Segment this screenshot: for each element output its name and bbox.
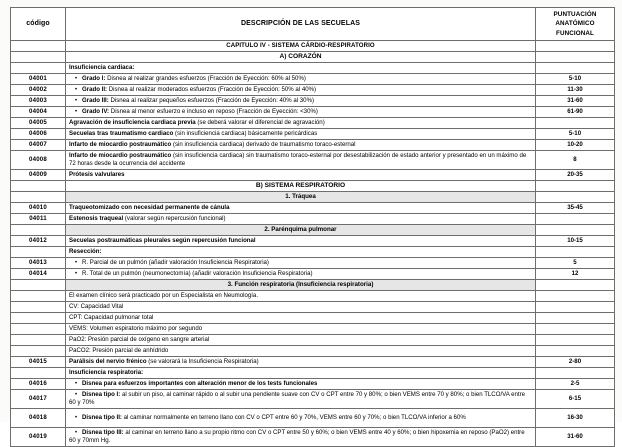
row-score: 31-60 [536,428,615,447]
table-row [11,74,615,85]
row-description-text [69,141,356,148]
table-row [11,302,615,313]
row-description-rest: (se deberá valorar el diferencial de agravación) [195,119,325,127]
table-row [11,390,615,409]
row-description [66,170,536,181]
row-description-emphasis: Secuelas postraumáticas pleurales según repercusión funcional [69,237,256,245]
row-description-rest: Disnea al realizar moderados esfuerzos (Fracción de Eyección: 50% al 40%) [107,85,317,93]
row-description-text [69,86,316,93]
row-score [536,214,615,225]
row-score: 20-35 [536,170,615,181]
table-body [11,8,615,447]
row-description [66,85,536,96]
table-row [11,107,615,118]
row-description-text [69,429,525,445]
row-score: 5-10 [536,129,615,140]
table-row [11,236,615,247]
subsection-banner-row [11,192,615,203]
row-description-text [69,119,325,126]
row-description [66,96,536,107]
table-row [11,313,615,324]
row-description-text [69,325,202,332]
row-code: 04009 [11,170,66,181]
row-code: 04006 [11,129,66,140]
table-row [11,357,615,368]
row-description-rest: (se valorará la Insuficiencia Respiratoria) [146,358,259,366]
row-description-emphasis: Grado I: [82,74,106,82]
table-row [11,335,615,346]
row-code: 04016 [11,379,66,390]
row-code [11,247,66,258]
row-description-text [69,347,168,354]
row-description-emphasis: Parálisis del nervio frénico [69,358,147,366]
row-score: 16-30 [536,409,615,428]
row-description [66,291,536,302]
row-score [536,335,615,346]
row-description-emphasis: Disnea tipo I: [82,390,121,398]
row-description [66,258,536,269]
row-description-text [69,414,466,421]
row-description-emphasis: Traqueotomizado con necesidad permanente de cánula [69,204,230,212]
header-code: código [11,8,66,41]
row-score: 2-80 [536,357,615,368]
row-score: 35-45 [536,203,615,214]
row-description [66,324,536,335]
row-description-text [69,75,306,82]
table-row [11,214,615,225]
row-description-emphasis: Agravación de insuficiencia cardiaca previa [69,119,196,127]
row-score: 2-5 [536,379,615,390]
row-description [66,214,536,225]
table-row [11,247,615,258]
row-score [536,63,615,74]
row-description [66,151,536,170]
row-score [536,181,615,192]
row-code [11,291,66,302]
row-description [66,313,536,324]
table-row [11,85,615,96]
row-code: 04008 [11,151,66,170]
row-description [66,181,536,192]
row-description-rest: El examen clínico será practicado por un Especialista en Neumología. [69,292,259,300]
row-description [66,346,536,357]
row-description-text [69,303,123,310]
row-description-emphasis: Grado IV: [82,107,110,115]
row-description-rest: al subir un piso, al caminar rápido o al subir una pendiente suave con CV o CPT entre 70 y 80%; o bien VEMS entre 70 y 80%; o bien TLCO/VA entre 60 y 70% [69,390,526,407]
row-score: 11-30 [536,85,615,96]
row-description-rest: al caminar en terreno llano a su propio ritmo con CV o CPT entre 50 y 60%; o bien VEMS entre 40 y 60%; o bien hipoxemia en reposo (PaO2) entre 60 y 70mm Hg. [69,428,525,445]
row-description [66,357,536,368]
row-description-text: 2. Parénquima pulmonar [264,226,337,234]
table-row [11,346,615,357]
table-row [11,140,615,151]
row-code: 04014 [11,269,66,280]
row-description-text [69,97,314,104]
row-description [66,203,536,214]
row-description-rest: VEMS: Volumen espiratorio máximo por segundo [69,325,203,333]
row-description [66,129,536,140]
table-row [11,409,615,428]
row-score: 10-20 [536,140,615,151]
row-description-emphasis: Infarto de miocardio postraumático [69,141,172,149]
table-row [11,428,615,447]
row-code: 04001 [11,74,66,85]
table-header-row [11,8,615,41]
chapter-banner-score-cell [536,41,615,52]
row-description-text [69,237,256,244]
row-score [536,368,615,379]
row-description-text: B) SISTEMA RESPIRATORIO [255,181,346,189]
row-score [536,291,615,302]
row-description-rest: CPT: Capacidad pulmonar total [69,314,154,322]
row-description [66,280,536,291]
row-description [66,390,536,409]
row-description-emphasis: Secuelas tras traumatismo cardiaco [69,130,174,138]
secuelas-table [10,7,615,447]
table-row [11,96,615,107]
row-code [11,181,66,192]
row-code [11,192,66,203]
row-code: 04010 [11,203,66,214]
table-row [11,203,615,214]
row-description-rest: (sin insuficiencia cardiaca) derivado de traumatismo toraco-esternal [171,141,356,149]
row-description [66,118,536,129]
subsection-banner-row [11,225,615,236]
row-description-text [69,204,230,211]
row-description-rest: Disnea al realizar grandes esfuerzos (Fracción de Eyección: 60% al 50%) [105,74,306,82]
row-description-rest: (sin insuficiencia cardiaca) básicamente pericárdicas [173,130,318,138]
row-description-emphasis: Disnea tipo III: [82,428,124,436]
subsection-banner-row [11,280,615,291]
row-description [66,140,536,151]
row-code: 04002 [11,85,66,96]
row-description [66,428,536,447]
row-code: 04004 [11,107,66,118]
row-description-text [69,171,125,178]
row-score: 61-90 [536,107,615,118]
row-description-emphasis: Grado II: [82,85,108,93]
row-score: 6-15 [536,390,615,409]
row-code: 04015 [11,357,66,368]
row-description [66,368,536,379]
row-description-rest: R. Total de un pulmón (neumonectomía) (añadir valoración Insuficiencia Respiratoria) [82,269,313,277]
row-score [536,346,615,357]
row-description [66,335,536,346]
row-score: 5 [536,258,615,269]
row-description-rest: R. Parcial de un pulmón (añadir valoración Insuficiencia Respiratoria) [82,258,269,266]
row-description-rest: Disnea al menor esfuerzo e incluso en reposo (Fracción de Eyección: <30%) [109,107,318,115]
row-description-emphasis: Prótesis valvulares [69,171,125,179]
row-score: 8 [536,151,615,170]
row-description-rest: Resección: [69,248,102,256]
section-banner-row [11,52,615,63]
row-description [66,236,536,247]
row-score: 31-60 [536,96,615,107]
row-description-emphasis: Grado III: [82,96,109,104]
row-description [66,269,536,280]
row-code: 04018 [11,409,66,428]
row-description-text [69,380,317,387]
row-description-rest: PaCO2: Presión parcial de anhídrido [69,347,169,355]
row-score: 10-15 [536,236,615,247]
row-description-text: 1. Tráquea [285,193,316,201]
row-code: 04017 [11,390,66,409]
header-description: DESCRIPCIÓN DE LAS SECUELAS [66,8,536,41]
table-row [11,379,615,390]
row-description-text [69,64,134,71]
row-code [11,346,66,357]
chapter-banner-code-cell [11,41,66,52]
header-score [536,8,615,41]
row-description-text [69,270,313,277]
header-score-line2: ANATÓMICO [555,20,595,28]
row-description-text [69,292,258,299]
row-code: 04011 [11,214,66,225]
row-description-text [69,391,525,407]
table-row [11,170,615,181]
row-description-text [69,248,102,255]
row-code [11,368,66,379]
row-description [66,63,536,74]
row-description-rest: CV: Capacidad Vital [69,303,124,311]
row-score [536,247,615,258]
row-score: 12 [536,269,615,280]
row-code [11,313,66,324]
row-code [11,302,66,313]
row-description [66,52,536,63]
table-row [11,269,615,280]
header-score-line1: PUNTUACIÓN [553,11,597,19]
row-description-rest: al caminar normalmente en terreno llano con CV o CPT entre 60 y 70%, VEMS entre 60 y 70%; o bien TLCO/VA inferior a 60% [121,413,466,421]
row-code [11,225,66,236]
row-description [66,74,536,85]
row-score [536,52,615,63]
row-code [11,335,66,346]
row-score [536,225,615,236]
row-description [66,247,536,258]
row-description-text [69,336,209,343]
row-description-emphasis: Disnea tipo II: [82,413,122,421]
row-description-text [69,215,225,222]
row-description [66,192,536,203]
table-row [11,63,615,74]
row-description-text [69,314,153,321]
chapter-banner-title: CAPITULO IV - SISTEMA CÁRDIO-RESPIRATORIO [66,41,536,52]
table-row [11,258,615,269]
row-description-rest: Disnea al realizar pequeños esfuerzos (Fracción de Eyección: 40% al 30%) [108,96,315,104]
chapter-banner-row [11,41,615,52]
table-row [11,151,615,170]
row-description-emphasis: Estenosis traqueal [69,215,124,223]
row-description-text [69,152,526,167]
row-description-text [69,130,317,137]
row-score [536,302,615,313]
row-score [536,192,615,203]
section-banner-row [11,181,615,192]
row-description-text [69,358,259,365]
row-description [66,107,536,118]
row-description-emphasis: Infarto de miocardio postraumático [69,152,172,160]
row-code: 04003 [11,96,66,107]
row-description [66,379,536,390]
table-row [11,291,615,302]
table-row [11,129,615,140]
row-code [11,63,66,74]
row-description [66,302,536,313]
row-score: 5-10 [536,74,615,85]
row-description-text: A) CORAZÓN [279,52,322,60]
table-row [11,368,615,379]
row-description-rest: PaO2: Presión parcial de oxígeno en sangre arterial [69,336,210,344]
row-description-rest: (valorar según repercusión funcional) [123,215,226,223]
header-score-line3: FUNCIONAL [556,29,594,37]
row-description-text [69,259,269,266]
row-code: 04012 [11,236,66,247]
table-row [11,118,615,129]
row-code [11,52,66,63]
row-description-text: 3. Función respiratoria (Insuficiencia respiratoria) [227,281,374,289]
row-score [536,280,615,291]
row-score [536,118,615,129]
row-description-text [69,108,318,115]
row-description [66,409,536,428]
row-code: 04013 [11,258,66,269]
row-description-rest: Insuficiencia respiratoria: [69,369,144,377]
row-description-rest: Insuficiencia cardiaca: [69,64,135,72]
row-description-emphasis: Disnea para esfuerzos importantes con alteración menor de los tests funcionales [82,379,318,387]
row-code [11,280,66,291]
row-score [536,313,615,324]
table-row [11,324,615,335]
row-code [11,324,66,335]
row-description-text [69,369,143,376]
row-description-rest: (sin insuficiencia cardiaca) sin traumatismo toraco-esternal por desestabilización de estado anterior y presentado en un máximo de 72 horas desde la ocurrencia del accidente [69,152,527,167]
row-description [66,225,536,236]
row-code: 04007 [11,140,66,151]
row-code: 04005 [11,118,66,129]
row-score [536,324,615,335]
row-code: 04019 [11,428,66,447]
